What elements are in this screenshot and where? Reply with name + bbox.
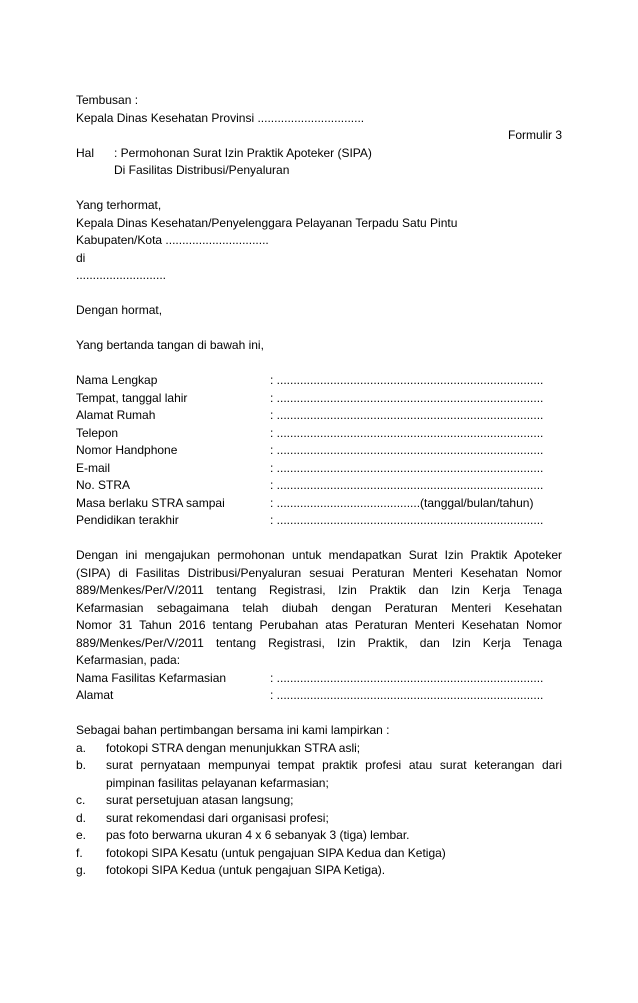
field-row (76, 460, 562, 478)
recipient-kepala: Kepala Dinas Kesehatan/Penyelenggara Pelayanan Terpadu Satu Pintu (76, 215, 458, 230)
field-value: : ................................................................................ (270, 390, 544, 405)
paragraph-line: 889/Menkes/Per/V/2011 tentang Registrasi, Izin Praktik dan Izin Kerja Tenaga (76, 583, 562, 597)
list-letter: a. (76, 740, 87, 755)
list-text: fotokopi STRA dengan menunjukkan STRA asli; (106, 740, 361, 755)
list-item (76, 810, 562, 828)
list-letter: d. (76, 810, 87, 825)
field-value: : ...........................................(tanggal/bulan/tahun) (270, 495, 534, 510)
list-letter: f. (76, 845, 83, 860)
field-value: : ................................................................................ (270, 425, 544, 440)
salutation-yang-terhormat: Yang terhormat, (76, 198, 162, 212)
field-label: E-mail (76, 460, 111, 475)
facility-fields (76, 670, 562, 705)
tembusan-label: Tembusan : (76, 93, 139, 107)
paragraph-line: Kefarmasian, pada: (76, 653, 181, 667)
hal-label: Hal (76, 145, 95, 160)
list-item (76, 740, 562, 758)
field-row (76, 425, 562, 443)
field-row (76, 670, 562, 688)
paragraph-line: Nomor 31 Tahun 2016 tentang Perubahan atas Peraturan Menteri Kesehatan Nomor (76, 618, 562, 632)
list-item (76, 827, 562, 845)
field-label: Nama Fasilitas Kefarmasian (76, 670, 227, 685)
field-row (76, 687, 562, 705)
list-item (76, 757, 562, 792)
paragraph-line: Dengan ini mengajukan permohonan untuk mendapatkan Surat Izin Praktik Apoteker (76, 548, 562, 562)
list-text: fotokopi SIPA Kesatu (untuk pengajuan SIPA Kedua dan Ketiga) (106, 845, 446, 860)
paragraph-line: Kefarmasian sebagaimana telah diubah dengan Peraturan Menteri Kesehatan (76, 600, 562, 615)
recipient-kabupaten: Kabupaten/Kota ............................... (76, 233, 269, 247)
list-text: surat pernyataan mempunyai tempat praktik profesi atau surat keterangan dari pimpinan fasilitas pelayanan kefarmasian; (106, 758, 562, 790)
field-row (76, 372, 562, 390)
formulir-label: Formulir 3 (507, 128, 562, 142)
list-text: pas foto berwarna ukuran 4 x 6 sebanyak 3 (tiga) lembar. (106, 828, 410, 842)
list-letter: c. (76, 793, 86, 807)
field-row (76, 442, 562, 460)
hal-subject: : Permohonan Surat Izin Praktik Apoteker (SIPA) (114, 145, 372, 160)
list-letter: e. (76, 828, 87, 842)
list-letter: b. (76, 758, 87, 772)
field-label: Tempat, tanggal lahir (76, 390, 188, 405)
field-value: : ................................................................................ (270, 408, 544, 422)
field-row (76, 495, 562, 513)
request-paragraph (76, 547, 562, 670)
field-label: Nomor Handphone (76, 443, 178, 457)
field-label: Alamat (76, 688, 114, 702)
list-text: surat rekomendasi dari organisasi profesi; (106, 810, 329, 825)
list-item (76, 845, 562, 863)
paragraph-line: 889/Menkes/Per/V/2011 tentang Registrasi, Izin Praktik, dan Izin Kerja Tenaga (76, 635, 562, 650)
field-value: : ................................................................................ (270, 513, 544, 527)
list-letter: g. (76, 863, 87, 877)
intro-text: Yang bertanda tangan di bawah ini, (76, 338, 264, 352)
recipient-di: di (76, 250, 86, 265)
field-row (76, 407, 562, 425)
hal-subject-continued: Di Fasilitas Distribusi/Penyaluran (114, 163, 290, 177)
list-text: surat persetujuan atasan langsung; (106, 793, 294, 807)
field-value: : ................................................................................ (270, 373, 544, 387)
attachments-intro: Sebagai bahan pertimbangan bersama ini kami lampirkan : (76, 723, 390, 737)
field-value: : ................................................................................ (270, 478, 544, 492)
letter-content (76, 92, 562, 880)
field-value: : ................................................................................ (270, 670, 544, 685)
field-label: Pendidikan terakhir (76, 513, 179, 527)
field-label: Telepon (76, 425, 119, 440)
field-value: : ................................................................................ (270, 688, 544, 702)
field-row (76, 390, 562, 408)
hal-row (76, 145, 562, 163)
greeting: Dengan hormat, (76, 303, 163, 317)
field-row (76, 477, 562, 495)
field-value: : ................................................................................ (270, 460, 544, 475)
field-label: Masa berlaku STRA sampai (76, 495, 225, 510)
field-label: No. STRA (76, 478, 131, 492)
list-item (76, 792, 562, 810)
list-item (76, 862, 562, 880)
field-label: Alamat Rumah (76, 408, 156, 422)
field-value: : ................................................................................ (270, 443, 544, 457)
paragraph-line: (SIPA) di Fasilitas Distribusi/Penyaluran sesuai Peraturan Menteri Kesehatan Nomor (76, 565, 562, 580)
applicant-fields (76, 372, 562, 530)
list-text: fotokopi SIPA Kedua (untuk pengajuan SIPA Ketiga). (106, 863, 386, 877)
attachments-list (76, 740, 562, 880)
kepala-provinsi-line: Kepala Dinas Kesehatan Provinsi ................................ (76, 110, 365, 125)
field-row (76, 512, 562, 530)
recipient-dots: ........................... (76, 268, 167, 282)
field-label: Nama Lengkap (76, 373, 158, 387)
